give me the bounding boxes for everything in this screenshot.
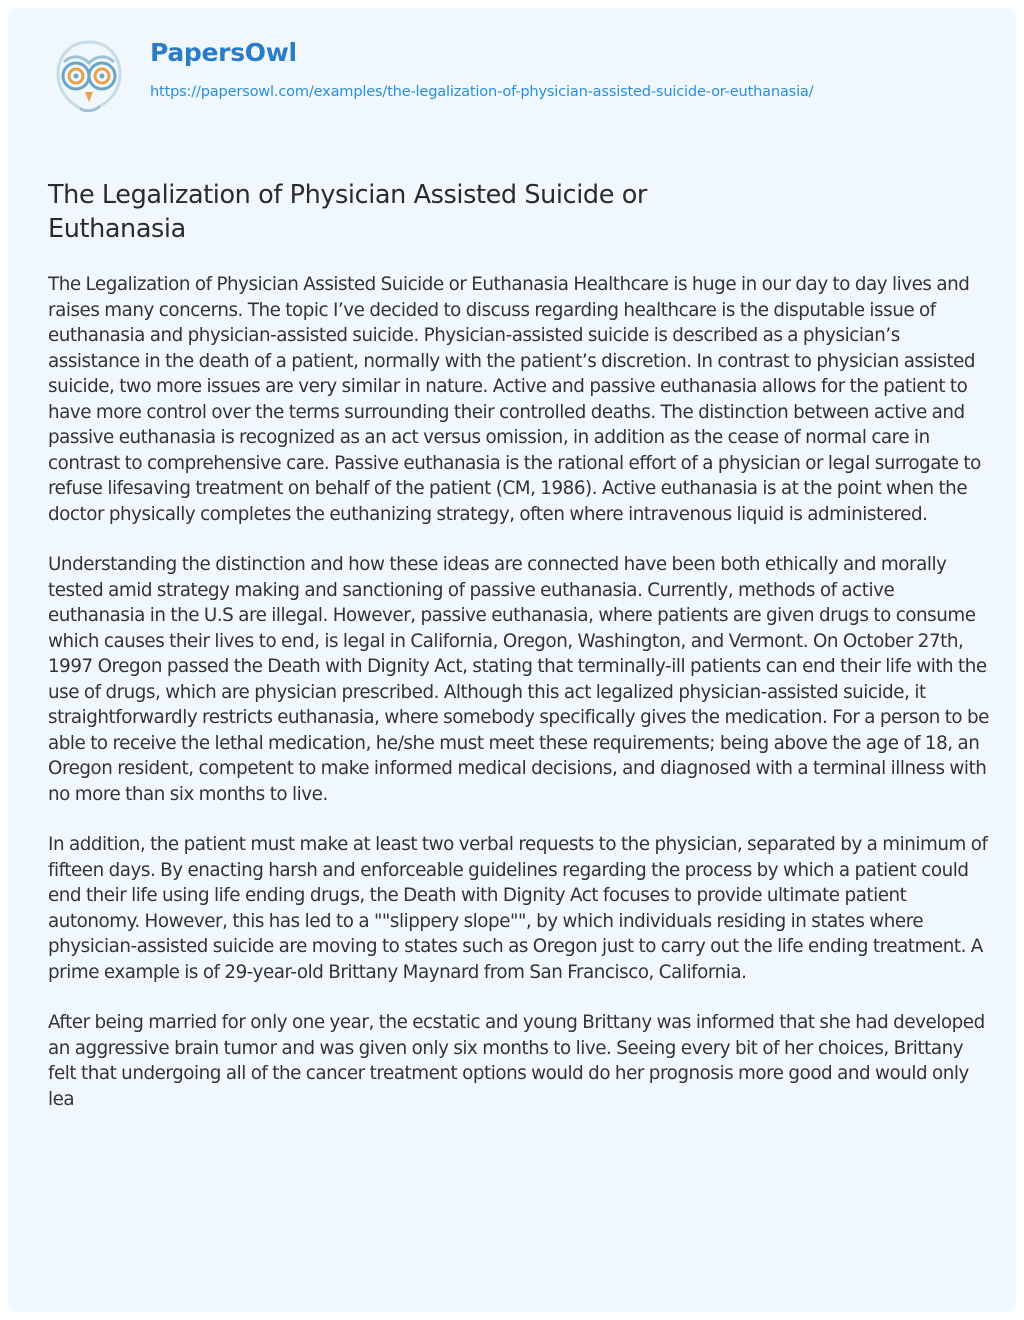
owl-logo-icon <box>50 36 128 116</box>
source-url-link[interactable]: https://papersowl.com/examples/the-legalization-of-physician-assisted-suicide-or-euthanasia/ <box>150 83 814 100</box>
essay-card <box>8 8 1016 1312</box>
paragraph-2: Understanding the distinction and how these ideas are connected have been both ethically and morally tested amid strategy making and sanctioning of passive euthanasia. Currently, methods of active euthanasia in the U.S are illegal. However, passive euthanasia, where patients are given drugs to consume which causes their lives to end, is legal in California, Oregon, Washington, and Vermont. On October 27th, 1997 Oregon passed the Death with Dignity Act, stating that terminally-ill patients can end their life with the use of drugs, which are physician prescribed. Although this act legalized physician-assisted suicide, it straightforwardly restricts euthanasia, where somebody specifically gives the medication. For a person to be able to receive the lethal medication, he/she must meet these requirements; being above the age of 18, an Oregon resident, competent to make informed medical decisions, and diagnosed with a terminal illness with no more than six months to live. <box>48 554 989 805</box>
paragraph-1: The Legalization of Physician Assisted Suicide or Euthanasia Healthcare is huge in our day to day lives and raises many concerns. The topic I’ve decided to discuss regarding healthcare is the disputable issue of euthanasia and physician-assisted suicide. Physician-assisted suicide is described as a physician’s assistance in the death of a patient, normally with the patient’s discretion. In contrast to physician assisted suicide, two more issues are very similar in nature. Active and passive euthanasia allows for the patient to have more control over the terms surrounding their controlled deaths. The distinction between active and passive euthanasia is recognized as an act versus omission, in addition as the cease of normal care in contrast to comprehensive care. Passive euthanasia is the rational effort of a physician or legal surrogate to refuse lifesaving treatment on behalf of the patient (CM, 1986). Active euthanasia is at the point when the doctor physically completes the euthanizing strategy, often where intravenous liquid is administered. <box>48 274 981 525</box>
brand-name[interactable]: PapersOwl <box>150 38 297 67</box>
document-title: The Legalization of Physician Assisted Suicide or Euthanasia <box>48 180 647 244</box>
brand <box>150 36 813 101</box>
paragraph-4: After being married for only one year, the ecstatic and young Brittany was informed that she had developed an aggressive brain tumor and was given only six months to live. Seeing every bit of her choices, Brittany felt that undergoing all of the cancer treatment options would do her prognosis more good and would only lea <box>48 1012 985 1110</box>
paragraph-3: In addition, the patient must make at least two verbal requests to the physician, separated by a minimum of fifteen days. By enacting harsh and enforceable guidelines regarding the process by which a patient could end their life using life ending drugs, the Death with Dignity Act focuses to provide ultimate patient autonomy. However, this has led to a ""slippery slope"", by which individuals residing in states where physician-assisted suicide are moving to states such as Oregon just to carry out the life ending treatment. A prime example is of 29-year-old Brittany Maynard from San Francisco, California. <box>48 834 988 983</box>
document-body <box>48 272 994 1137</box>
site-header <box>50 36 813 116</box>
